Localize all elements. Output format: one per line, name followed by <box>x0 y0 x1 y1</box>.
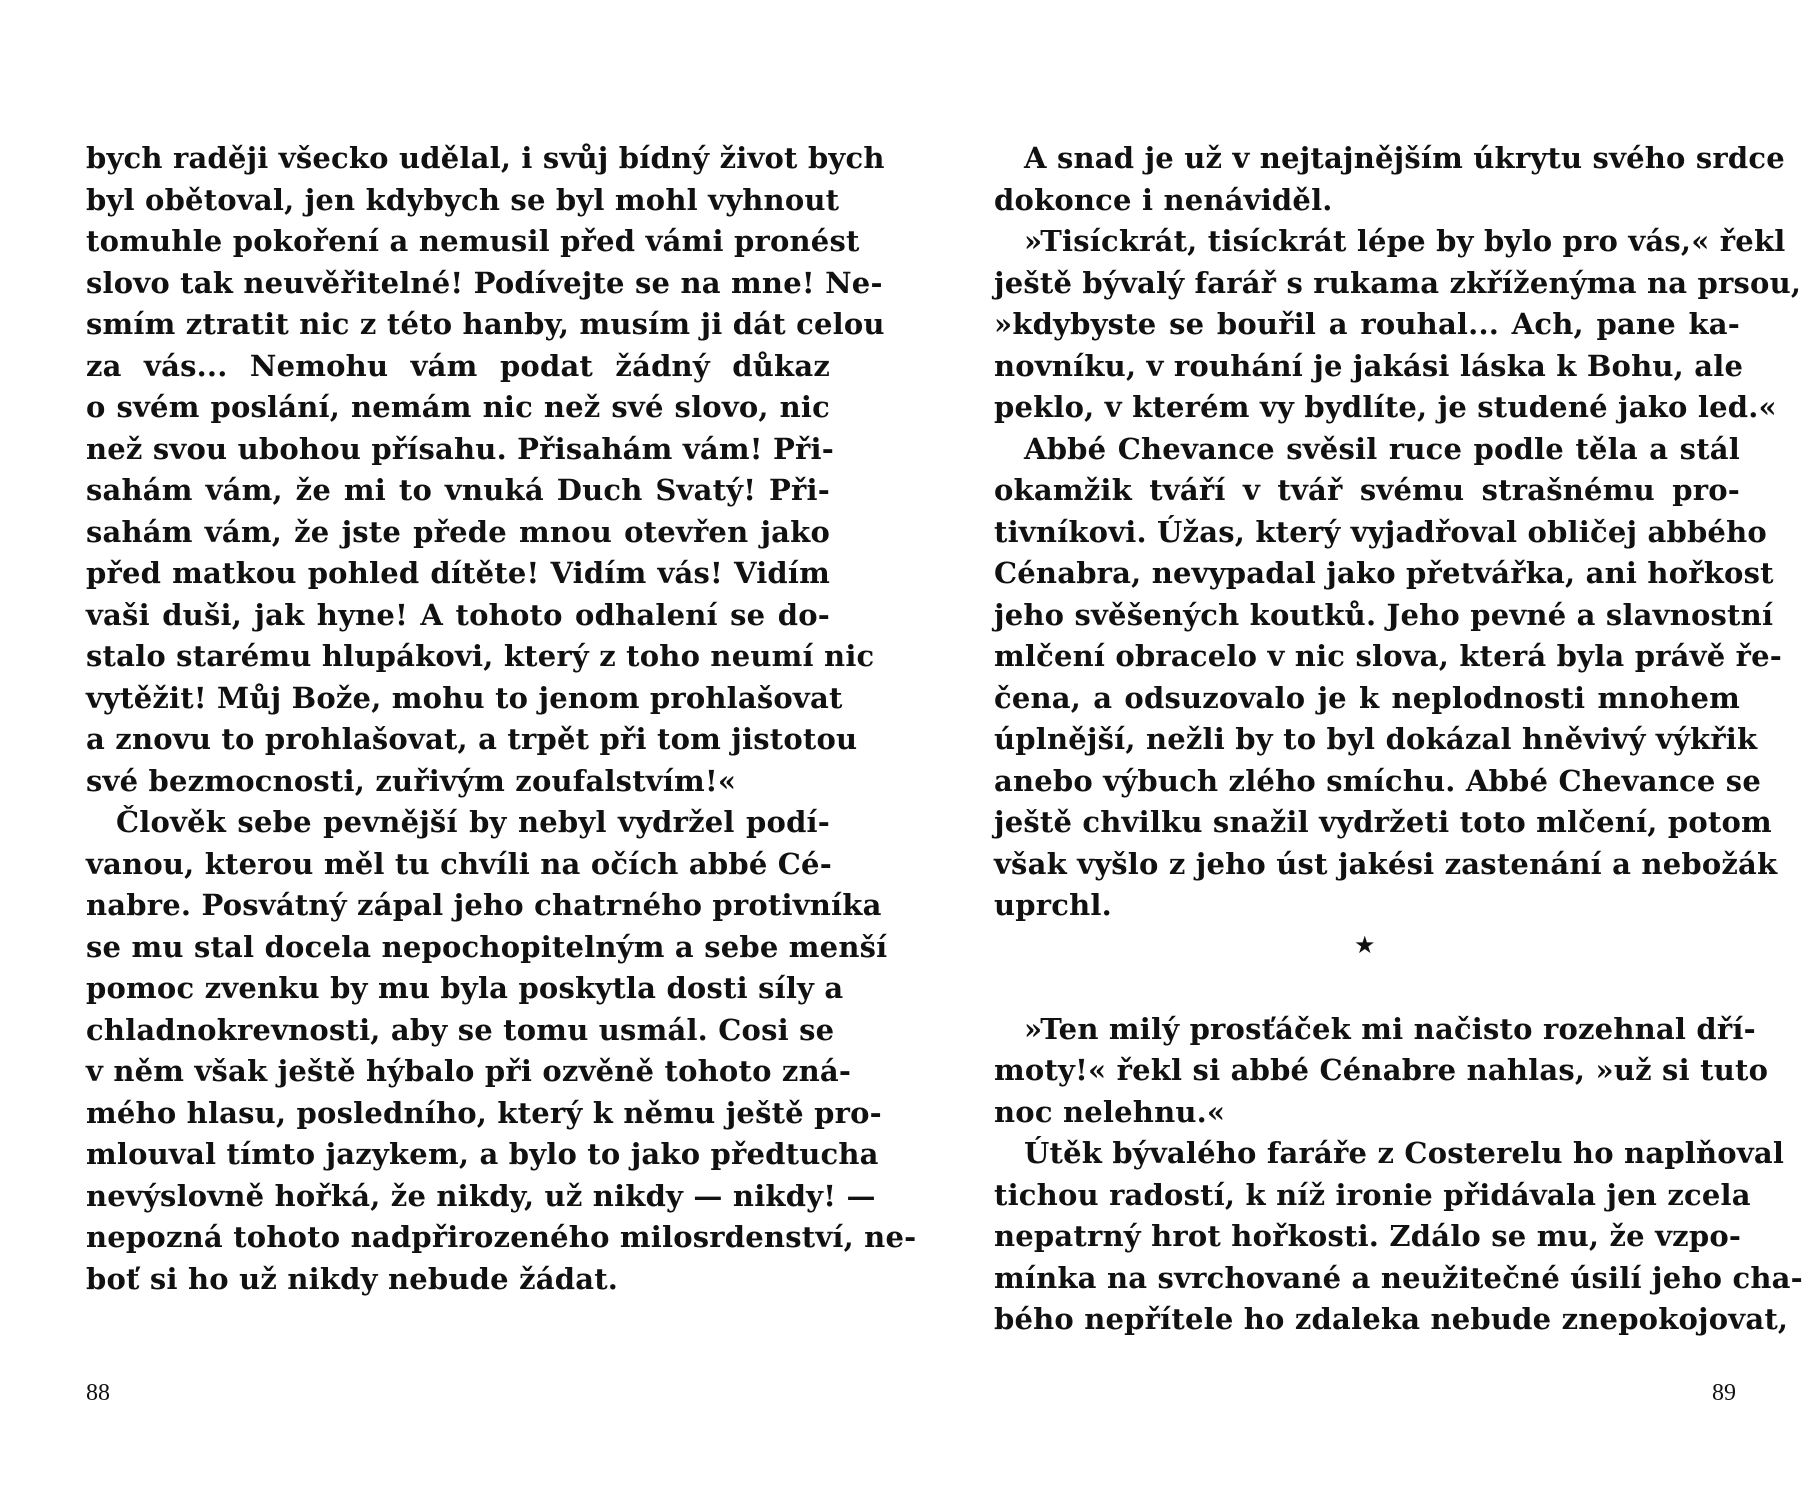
text-line: před matkou pohled dítěte! Vidím vás! Vidím <box>86 556 830 590</box>
page-number: 89 <box>1712 1380 1736 1406</box>
text-line: Člověk sebe pevnější by nebyl vydržel podí- <box>116 805 830 839</box>
text-line: tichou radostí, k níž ironie přidávala jen zcela <box>994 1177 1751 1212</box>
right-page <box>906 0 1812 1500</box>
text-line: nepatrný hrot hořkosti. Zdálo se mu, že vzpo- <box>994 1219 1742 1253</box>
text-line: »Tisíckrát, tisíckrát lépe by bylo pro vás,« řekl <box>1024 224 1786 258</box>
text-line: své bezmocnosti, zuřivým zoufalstvím!« <box>86 763 737 798</box>
text-line: Abbé Chevance svěsil ruce podle těla a stál <box>1024 431 1740 466</box>
text-line: A snad je už v nejtajnějším úkrytu svého srdce <box>1024 141 1785 175</box>
text-line: pomoc zvenku by mu byla poskytla dosti síly a <box>86 971 844 1005</box>
page-number: 88 <box>86 1380 110 1406</box>
text-line: byl obětoval, jen kdybych se byl mohl vyhnout <box>86 182 840 217</box>
text-line: mlouval tímto jazykem, a bylo to jako předtucha <box>86 1137 879 1171</box>
left-page-text <box>86 138 917 1300</box>
text-line: vanou, kterou měl tu chvíli na očích abbé Cé- <box>86 846 832 881</box>
text-line: mého hlasu, posledního, který k němu ještě pro- <box>86 1095 882 1130</box>
text-line: a znovu to prohlašovat, a trpět při tom jistotou <box>86 722 858 756</box>
text-line: bych raději všecko udělal, i svůj bídný život bych <box>86 141 885 175</box>
text-line: boť si ho už nikdy nebude žádat. <box>86 1261 619 1296</box>
text-line: ještě bývalý farář s rukama zkříženýma na prsou, <box>994 265 1802 300</box>
text-line: novníku, v rouhání je jakási láska k Bohu, ale <box>994 348 1744 383</box>
text-line: Útěk bývalého faráře z Costerelu ho naplňoval <box>1024 1136 1785 1170</box>
text-line: »kdybyste se bouřil a rouhal... Ach, pane ka- <box>994 307 1740 341</box>
text-line: vaši duši, jak hyne! A tohoto odhalení se do- <box>86 597 830 632</box>
text-line: Cénabra, nevypadal jako přetvářka, ani hořkost <box>994 556 1774 590</box>
text-line: nepozná tohoto nadpřirozeného milosrdenství, ne- <box>86 1220 917 1254</box>
text-line: jeho svěšených koutků. Jeho pevné a slavnostní <box>994 597 1774 632</box>
text-line: mlčení obracelo v nic slova, která byla právě ře- <box>994 639 1783 673</box>
text-line: nevýslovně hořká, že nikdy, už nikdy — nikdy! — <box>86 1178 876 1213</box>
text-line: noc nelehnu.« <box>994 1094 1226 1129</box>
right-page-text <box>994 138 1803 1341</box>
text-line: nabre. Posvátný zápal jeho chatrného protivníka <box>86 888 882 922</box>
text-line: uprchl. <box>994 888 1112 922</box>
text-line: »Ten milý prosťáček mi načisto rozehnal dří- <box>1024 1011 1756 1046</box>
star-icon: ★ <box>1354 930 1376 959</box>
text-line: moty!« řekl si abbé Cénabre nahlas, »už si tuto <box>994 1053 1769 1087</box>
text-line: v něm však ještě hýbalo při ozvěně tohoto zná- <box>86 1054 852 1088</box>
text-line: tivníkovi. Úžas, který vyjadřoval obličej abbého <box>994 514 1767 549</box>
text-line: peklo, v kterém vy bydlíte, je studené jako led.« <box>994 390 1777 424</box>
text-line: okamžik tváří v tvář svému strašnému pro- <box>994 473 1740 507</box>
text-line: však vyšlo z jeho úst jakési zastenání a nebožák <box>994 846 1778 881</box>
text-line: bého nepřítele ho zdaleka nebude znepokojovat, <box>994 1302 1789 1336</box>
text-line: než svou ubohou přísahu. Přisahám vám! Při- <box>86 431 834 466</box>
text-line: za vás... Nemohu vám podat žádný důkaz <box>86 348 830 383</box>
text-line: anebo výbuch zlého smíchu. Abbé Chevance se <box>994 763 1761 798</box>
text-line: smím ztratit nic z této hanby, musím ji dát celou <box>86 307 885 341</box>
text-line: o svém poslání, nemám nic než své slovo, nic <box>86 390 830 424</box>
text-line: ještě chvilku snažil vydržeti toto mlčení, potom <box>994 805 1772 839</box>
text-line: dokonce i nenáviděl. <box>994 182 1333 217</box>
text-line: mínka na svrchované a neužitečné úsilí jeho cha- <box>994 1260 1803 1295</box>
text-line: vytěžit! Můj Bože, mohu to jenom prohlašovat <box>86 680 843 715</box>
text-line: se mu stal docela nepochopitelným a sebe menší <box>86 929 888 964</box>
text-line: chladnokrevnosti, aby se tomu usmál. Cosi se <box>86 1012 835 1047</box>
text-line: sahám vám, že mi to vnuká Duch Svatý! Při- <box>86 473 830 507</box>
section-break <box>994 927 1740 1009</box>
text-line: úplnější, nežli by to byl dokázal hněvivý výkřik <box>994 722 1758 756</box>
text-line: tomuhle pokoření a nemusil před vámi pronést <box>86 224 860 258</box>
text-line: slovo tak neuvěřitelné! Podívejte se na mne! Ne- <box>86 265 883 300</box>
text-line: stalo starému hlupákovi, který z toho neumí nic <box>86 639 875 673</box>
text-line: sahám vám, že jste přede mnou otevřen jako <box>86 514 830 549</box>
text-line: čena, a odsuzovalo je k neplodnosti mnohem <box>994 680 1740 715</box>
